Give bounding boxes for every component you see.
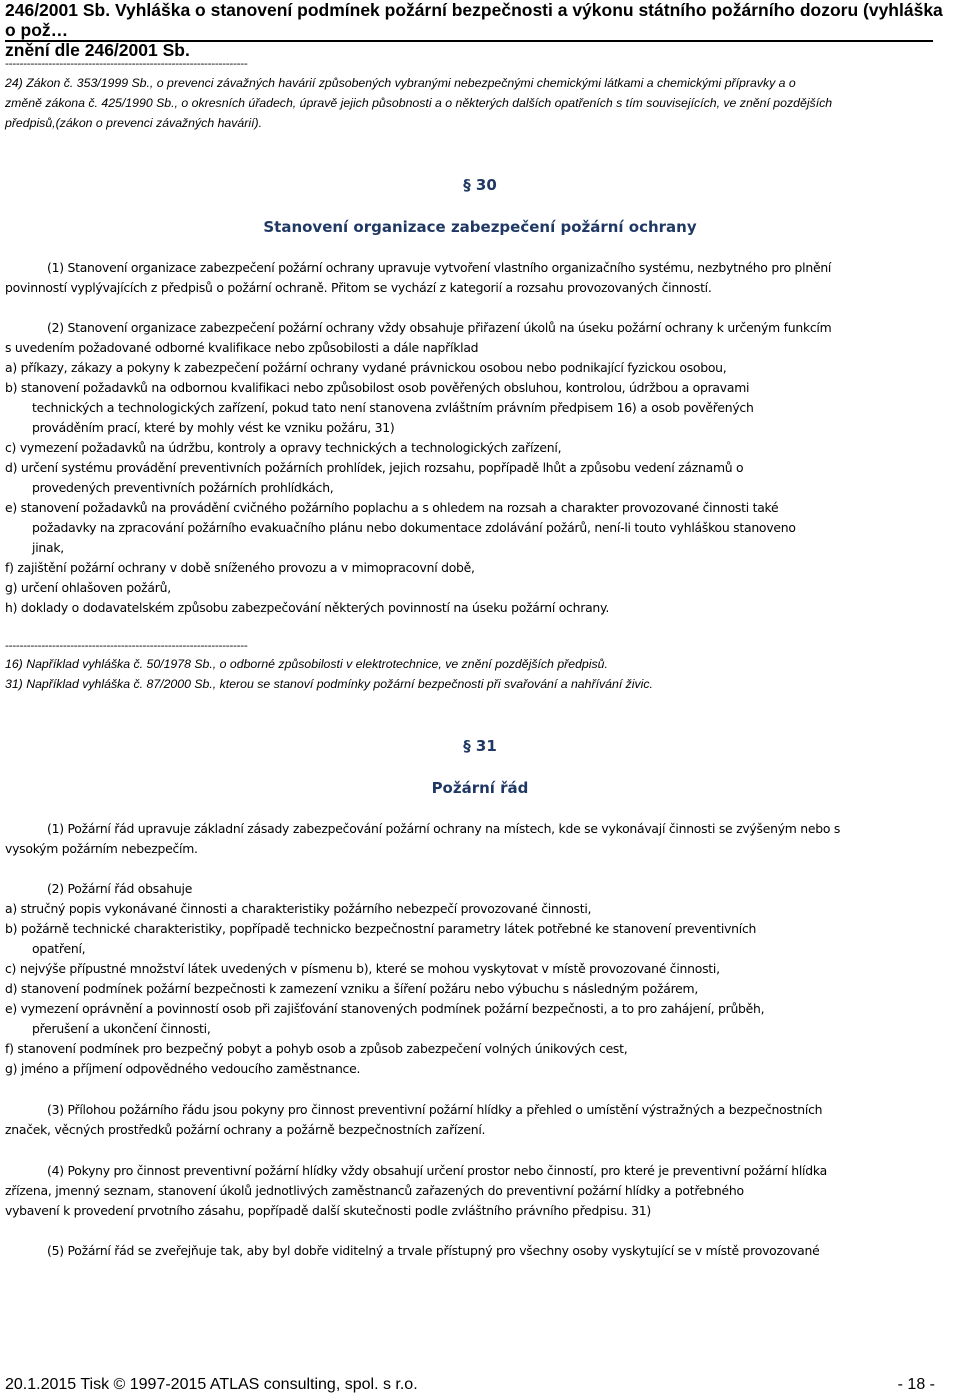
page-header-title (5, 0, 955, 60)
list-item-continuation: přerušení a ukončení činnosti, (32, 1021, 211, 1036)
list-item-continuation: jinak, (32, 540, 64, 555)
paragraph-line: (4) Pokyny pro činnost preventivní požární hlídky vždy obsahují určení prostor nebo činností, pro které je preventivní požární hlídka (47, 1163, 827, 1178)
paragraph-line: zřízena, jmenný seznam, stanovení úkolů jednotlivých zaměstnanců zařazených do preventivní požární hlídky a potřebného (5, 1183, 744, 1198)
list-item: d) určení systému provádění preventivních požárních prohlídek, jejich rozsahu, popřípadě lhůt a způsobu vedení záznamů o (5, 460, 744, 475)
header-divider (5, 40, 933, 42)
section-31-paragraph-1 (5, 819, 960, 859)
list-item: g) určení ohlašoven požárů, (5, 580, 171, 595)
list-item: e) vymezení oprávnění a povinností osob při zajišťování stanovených podmínek požární bezpečnosti, a to pro zahájení, průběh, (5, 1001, 765, 1016)
header-title-line-2: znění dle 246/2001 Sb. (5, 40, 190, 60)
paragraph-line: (5) Požární řád se zveřejňuje tak, aby byl dobře viditelný a trvale přístupný pro všechny osoby vyskytující se v místě provozované (47, 1243, 820, 1258)
paragraph-line: (2) Požární řád obsahuje (47, 881, 193, 896)
paragraph-line: vysokým požárním nebezpečím. (5, 841, 198, 856)
paragraph-line: vybavení k provedení prvotního zásahu, popřípadě další skutečnosti podle zvláštního právního předpisu. 31) (5, 1203, 651, 1218)
footnote-line: 31) Například vyhláška č. 87/2000 Sb., kterou se stanoví podmínky požární bezpečnosti při svařování a nahřívání živic. (5, 677, 653, 691)
section-31-title: Požární řád (431, 779, 529, 797)
list-item: b) požárně technické charakteristiky, popřípadě technicko bezpečnostní parametry látek potřebné ke stanovení preventivních (5, 921, 757, 936)
paragraph-line: (2) Stanovení organizace zabezpečení požární ochrany vždy obsahuje přiřazení úkolů na úseku požární ochrany k určeným funkcím (47, 320, 832, 335)
footnote-line: 16) Například vyhláška č. 50/1978 Sb., o odborné způsobilosti v elektrotechnice, ve znění pozdějších předpisů. (5, 657, 608, 671)
paragraph-line: s uvedením požadované odborné kvalifikace nebo způsobilosti a dále například (5, 340, 479, 355)
list-item: c) nejvýše přípustné množství látek uvedených v písmenu b), které se mohou vyskytovat v místě provozované činnosti, (5, 961, 720, 976)
list-item: e) stanovení požadavků na provádění cvičného požárního poplachu a s ohledem na rozsah a charakter provozované činnosti také (5, 500, 779, 515)
paragraph-line: (3) Přílohou požárního řádu jsou pokyny pro činnost preventivní požární hlídky a přehled o umístění výstražných a bezpečnostních (47, 1102, 823, 1117)
section-30-paragraph-2 (5, 318, 960, 618)
section-31-number: § 31 (463, 737, 497, 755)
footnote-line: změně zákona č. 425/1990 Sb., o okresních úřadech, úpravě jejich působnosti a o některých dalších opatřeních s tím souvisejících, ve znění pozdějších (5, 96, 833, 110)
header-title-line-1: 246/2001 Sb. Vyhláška o stanovení podmínek požární bezpečnosti a výkonu státního požárního dozoru (vyhláška o pož… (5, 0, 943, 40)
paragraph-line: (1) Stanovení organizace zabezpečení požární ochrany upravuje vytvoření vlastního organizačního systému, nezbytného pro plnění (47, 260, 832, 275)
section-30-footnotes (5, 654, 955, 694)
section-31-paragraph-2 (5, 879, 960, 1079)
list-item-continuation: opatření, (32, 941, 86, 956)
section-30-title: Stanovení organizace zabezpečení požární ochrany (263, 218, 697, 236)
section-30-number: § 30 (463, 176, 497, 194)
list-item: f) zajištění požární ochrany v době sníženého provozu a v mimopracovní době, (5, 560, 475, 575)
paragraph-line: povinností vyplývajících z předpisů o požární ochraně. Přitom se vychází z kategorií a rozsahu provozovaných činností. (5, 280, 712, 295)
footnote-separator: ------------------------------------------------------------------- (5, 639, 248, 652)
section-31-paragraph-4 (5, 1161, 960, 1221)
section-31-paragraph-3 (5, 1100, 960, 1140)
footnote-separator: ------------------------------------------------------------------- (5, 57, 248, 70)
footnote-line: předpisů,(zákon o prevenci závažných havárií). (5, 116, 262, 130)
list-item: a) stručný popis vykonávané činnosti a charakteristiky požárního nebezpečí provozované činnosti, (5, 901, 592, 916)
section-31-paragraph-5 (5, 1241, 960, 1261)
list-item-continuation: požadavky na zpracování požárního evakuačního plánu nebo dokumentace zdolávání požárů, není-li touto vyhláškou stanoveno (32, 520, 796, 535)
list-item-continuation: provedených preventivních požárních prohlídkách, (32, 480, 334, 495)
footer-print-info: 20.1.2015 Tisk © 1997-2015 ATLAS consulting, spol. s r.o. (5, 1376, 418, 1393)
list-item: h) doklady o dodavatelském způsobu zabezpečování některých povinností na úseku požární ochrany. (5, 600, 610, 615)
list-item: a) příkazy, zákazy a pokyny k zabezpečení požární ochrany vydané právnickou osobou nebo podnikající fyzickou osobou, (5, 360, 727, 375)
top-footnote (5, 73, 955, 133)
list-item: b) stanovení požadavků na odbornou kvalifikaci nebo způsobilost osob pověřených obsluhou, kontrolou, údržbou a opravami (5, 380, 750, 395)
list-item-continuation: prováděním prací, které by mohly vést ke vzniku požáru, 31) (32, 420, 395, 435)
page-number: - 18 - (897, 1376, 935, 1393)
section-30-paragraph-1 (5, 258, 960, 298)
list-item: c) vymezení požadavků na údržbu, kontroly a opravy technických a technologických zařízení, (5, 440, 562, 455)
paragraph-line: značek, věcných prostředků požární ochrany a požárně bezpečnostních zařízení. (5, 1122, 486, 1137)
list-item: f) stanovení podmínek pro bezpečný pobyt a pohyb osob a způsob zabezpečení volných únikových cest, (5, 1041, 628, 1056)
footnote-line: 24) Zákon č. 353/1999 Sb., o prevenci závažných havárií způsobených vybranými nebezpečnými chemickými látkami a chemickými přípravky a o (5, 76, 796, 90)
paragraph-line: (1) Požární řád upravuje základní zásady zabezpečování požární ochrany na místech, kde se vykonávají činnosti se zvýšeným nebo s (47, 821, 841, 836)
list-item-continuation: technických a technologických zařízení, pokud tato není stanovena zvláštním právním předpisem 16) a osob pověřených (32, 400, 754, 415)
list-item: d) stanovení podmínek požární bezpečnosti k zamezení vzniku a šíření požáru nebo výbuchu s následným požárem, (5, 981, 699, 996)
list-item: g) jméno a příjmení odpovědného vedoucího zaměstnance. (5, 1061, 361, 1076)
